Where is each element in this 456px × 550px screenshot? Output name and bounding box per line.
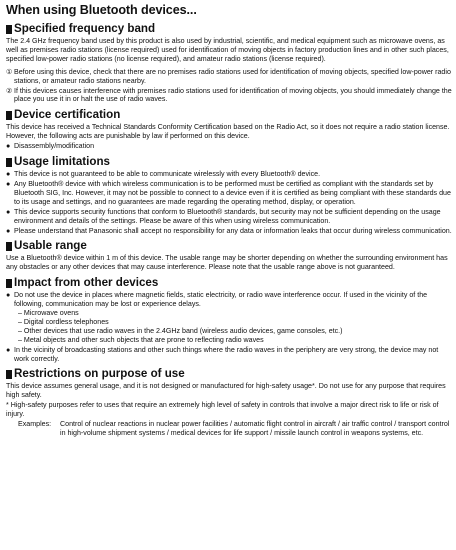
- section-paragraph: This device assumes general usage, and it is not designed or manufactured for high-safety usage*. Do not use for any purpose that requires high safety.: [6, 382, 446, 400]
- section-heading: [6, 276, 452, 290]
- section-heading-label: Device certification: [14, 108, 121, 122]
- list-item-text: Disassembly/modification: [14, 142, 95, 151]
- circled-number-icon: ②: [6, 86, 13, 95]
- section-impact-from-other-devices: [6, 276, 452, 363]
- section-device-certification: [6, 108, 452, 151]
- list-item: [6, 291, 452, 309]
- bullet-icon: ●: [6, 345, 11, 354]
- list-item: [6, 68, 452, 86]
- footnote-paragraph: * High-safety purposes refer to uses that require an extremely high level of safety in controls that involve a major direct risk to life or risk of injury.: [6, 401, 439, 419]
- examples-text: Control of nuclear reactions in nuclear power facilities / automatic flight control in aircraft / air traffic control / transport control in high-volume shipment systems / medical devices for life support / missile launch control in weapons systems, etc.: [60, 420, 450, 437]
- section-heading: [6, 367, 452, 381]
- section-heading: [6, 108, 452, 122]
- list-item: [6, 87, 452, 105]
- section-heading: [6, 155, 452, 169]
- section-heading-label: Specified frequency band: [14, 22, 156, 35]
- section-paragraph: This device has received a Technical Standards Conformity Certification based on the Radio Act, so it does not require a radio station license. However, the following acts are punishable by law if performed on this device.: [6, 123, 450, 141]
- section-paragraph: Use a Bluetooth® device within 1 m of this device. The usable range may be shorter depending on whether the surrounding environment has any obstacles or any other devices that may cause interference. Please note that the usable range above is not guaranteed.: [6, 254, 448, 272]
- heading-marker-icon: [6, 370, 12, 379]
- bullet-icon: ●: [6, 142, 11, 151]
- section-paragraph: The 2.4 GHz frequency band used by this product is also used by industrial, scientific, and medical equipment such as microwave ovens, as well as premises radio stations (license required) used for identification of moving objects in factory production lines and in other such places, specified low-power radio stations (no license required), and amateur radio stations (license required).: [6, 37, 449, 63]
- heading-marker-icon: [6, 25, 12, 34]
- list-item: [6, 170, 452, 179]
- list-item-text: This device supports security functions that conform to Bluetooth® standards, but security may not be sufficient depending on the usage environment and details of the settings. Please be aware of this when using wireless communication.: [14, 207, 441, 225]
- bullet-icon: ●: [6, 207, 11, 216]
- list-item: [6, 180, 452, 207]
- circled-number-icon: ①: [6, 67, 13, 76]
- list-item: [6, 227, 452, 236]
- section-restrictions-on-purpose: [6, 367, 452, 437]
- section-heading: [6, 22, 452, 36]
- bullet-icon: ●: [6, 179, 11, 188]
- list-item-text: Please understand that Panasonic shall accept no responsibility for any data or information leaks that occur during wireless communication.: [14, 226, 452, 235]
- section-specified-frequency-band: [6, 22, 452, 104]
- bullet-icon: ●: [6, 226, 11, 235]
- section-heading: [6, 239, 452, 253]
- list-item: [6, 208, 452, 226]
- sub-list-item: – Other devices that use radio waves in the 2.4GHz band (wireless audio devices, game consoles, etc.): [18, 326, 343, 335]
- document-page: [6, 0, 452, 438]
- examples-row: [6, 420, 452, 438]
- list-item: [6, 346, 452, 364]
- examples-label: Examples:: [18, 420, 52, 429]
- sub-list-item: – Digital cordless telephones: [18, 317, 109, 326]
- section-heading-label: Usable range: [14, 239, 87, 253]
- sub-list-item: – Metal objects and other such objects that are prone to reflecting radio waves: [18, 335, 264, 344]
- section-heading-label: Impact from other devices: [14, 276, 159, 290]
- bullet-icon: ●: [6, 291, 11, 300]
- section-usable-range: [6, 239, 452, 272]
- list-item: [6, 142, 452, 151]
- list-item-text: This device is not guaranteed to be able to communicate wirelessly with every Bluetooth® device.: [14, 170, 321, 179]
- heading-marker-icon: [6, 279, 12, 288]
- heading-marker-icon: [6, 158, 12, 167]
- heading-marker-icon: [6, 242, 12, 251]
- section-usage-limitations: [6, 155, 452, 235]
- list-item-text: Do not use the device in places where magnetic fields, static electricity, or radio wave interference occur. If used in the vicinity of the following, communication may be lost or experience delays.: [14, 291, 428, 309]
- list-item-text: Before using this device, check that there are no premises radio stations used for identification of moving objects, specified low-power radio stations, or amateur radio stations nearby.: [14, 67, 451, 85]
- list-item-text: Any Bluetooth® device with which wireless communication is to be performed must be certified as compliant with the standards set by Bluetooth SIG, Inc. However, it may not be possible to connect to a device even if it is certified as being compliant with these standards due to its usage and settings, and no guarantees are made regarding the operating method, display, or operation.: [14, 179, 451, 206]
- page-title: When using Bluetooth devices...: [6, 3, 197, 17]
- bullet-icon: ●: [6, 170, 11, 179]
- sub-list-item: – Microwave ovens: [18, 309, 79, 318]
- list-item-text: In the vicinity of broadcasting stations and other such things where the radio waves in the periphery are very strong, the device may not work correctly.: [14, 345, 439, 363]
- list-item-text: If this devices causes interference with premises radio stations used for identification of moving objects, you should immediately change the place you use it in or halt the use of radio waves.: [14, 86, 452, 104]
- section-heading-label: Restrictions on purpose of use: [14, 367, 185, 381]
- heading-marker-icon: [6, 111, 12, 120]
- section-heading-label: Usage limitations: [14, 155, 110, 169]
